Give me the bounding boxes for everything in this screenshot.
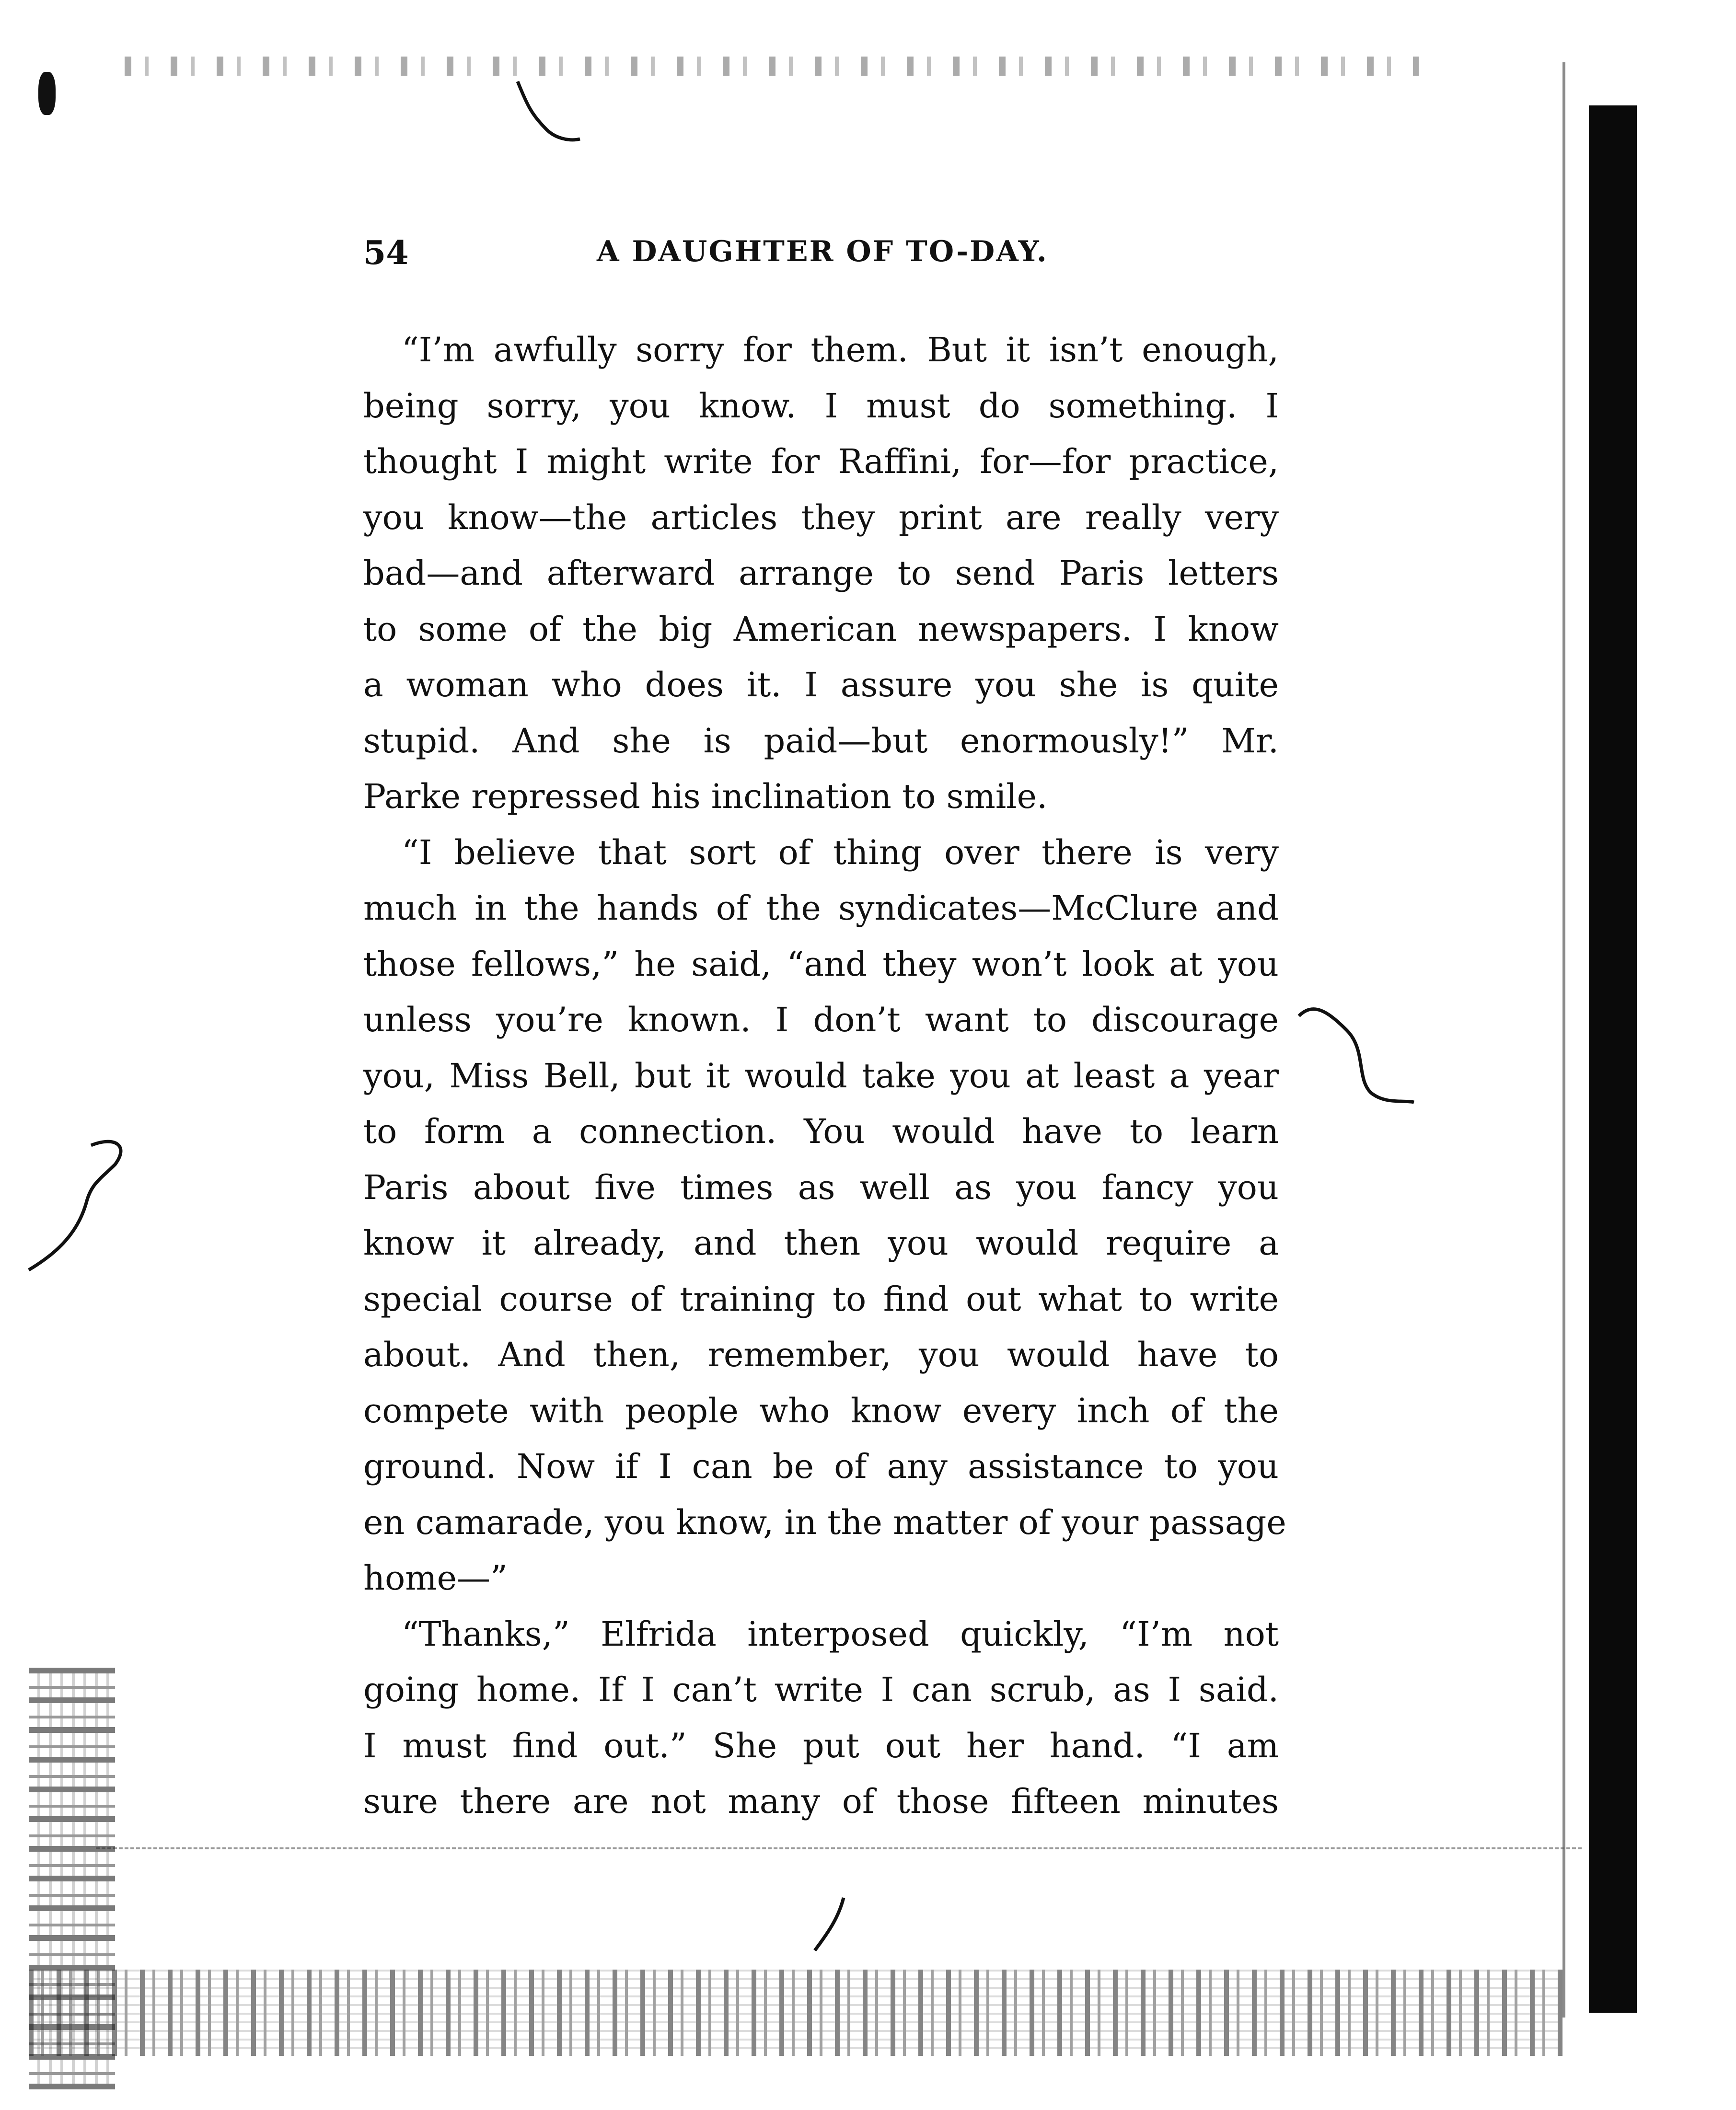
text-line: Paris about five times as well as you fancy you: [363, 1167, 1279, 1207]
text-line: thought I might write for Raffini, for—for practice,: [363, 442, 1279, 481]
text-line: being sorry, you know. I must do something. I: [363, 386, 1279, 426]
text-line: much in the hands of the syndicates—McClure and: [363, 888, 1279, 928]
text-line: Parke repressed his inclination to smile.: [363, 777, 1048, 816]
scan-blot: [38, 72, 56, 115]
text-line: “I believe that sort of thing over there is very: [402, 832, 1279, 872]
text-line: compete with people who know every inch of the: [363, 1391, 1279, 1430]
text-line: “Thanks,” Elfrida interposed quickly, “I’m not: [402, 1614, 1279, 1654]
text-line: bad—and afterward arrange to send Paris letters: [363, 553, 1279, 593]
text-line: special course of training to find out what to write: [363, 1279, 1279, 1319]
text-line: going home. If I can’t write I can scrub, as I said.: [363, 1670, 1279, 1709]
text-line: stupid. And she is paid—but enormously!” Mr.: [363, 721, 1279, 761]
text-line: en camarade, you know, in the matter of your passage: [363, 1502, 1286, 1542]
text-line: home—”: [363, 1558, 508, 1598]
text-line: about. And then, remember, you would have to: [363, 1335, 1279, 1374]
text-line: a woman who does it. I assure you she is quite: [363, 665, 1279, 704]
scan-noise-top: [125, 57, 1419, 76]
text-line: I must find out.” She put out her hand. “I am: [363, 1726, 1279, 1765]
text-line: you know—the articles they print are really very: [363, 497, 1279, 537]
scan-squiggle-right: [1294, 997, 1419, 1112]
scan-dark-margin: [1589, 105, 1637, 2013]
text-line: those fellows,” he said, “and they won’t look at you: [363, 944, 1279, 984]
text-line: know it already, and then you would require a: [363, 1223, 1279, 1263]
scan-squiggle-top: [508, 77, 585, 149]
text-line: unless you’re known. I don’t want to discourage: [363, 1000, 1279, 1039]
scan-noise-bottom: [29, 1970, 1562, 2056]
page-number: 54: [363, 234, 409, 272]
scan-squiggle-bottom: [805, 1893, 853, 1955]
text-line: to form a connection. You would have to learn: [363, 1112, 1279, 1151]
body-text: [363, 322, 1286, 1830]
scan-squiggle-left: [19, 1126, 134, 1280]
text-line: to some of the big American newspapers. I know: [363, 609, 1279, 649]
text-line: “I’m awfully sorry for them. But it isn’t enough,: [402, 330, 1279, 369]
text-line: ground. Now if I can be of any assistance to you: [363, 1447, 1279, 1486]
running-head: A DAUGHTER OF TO-DAY.: [597, 235, 1048, 268]
text-line: you, Miss Bell, but it would take you at least a year: [363, 1056, 1279, 1095]
text-line: sure there are not many of those fifteen minutes: [363, 1782, 1279, 1821]
scan-page-edge: [1562, 62, 1565, 2018]
scan-dashed-rule: [96, 1847, 1582, 1849]
